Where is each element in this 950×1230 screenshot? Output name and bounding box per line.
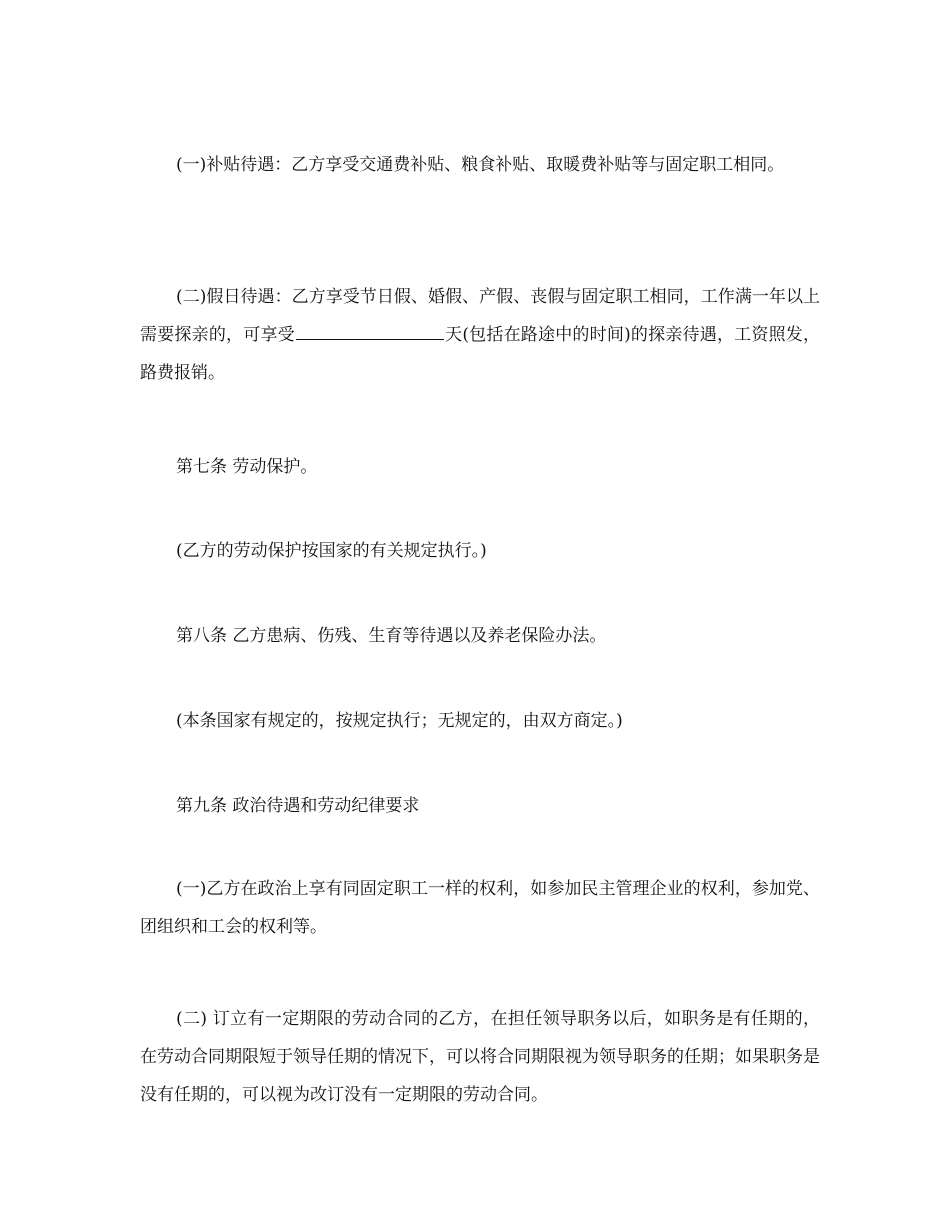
- holiday-text-after-blank: 天(包括在路途中的时间)的探亲待遇，工资照发，路费报销。: [140, 325, 821, 383]
- paragraph-political-rights: (一)乙方在政治上享有同固定职工一样的权利，如参加民主管理企业的权利，参加党、团组织和工会的权利等。: [140, 879, 820, 937]
- holiday-text-before-blank: (二)假日待遇：乙方享受节日假、婚假、产假、丧假与固定职工相同，工作满一年以上需要探亲的，可享受: [140, 287, 820, 345]
- paragraph-term-of-office: (二) 订立有一定期限的劳动合同的乙方，在担任领导职务以后，如职务是有任期的，在劳动合同期限短于领导任期的情况下，可以将合同期限视为领导职务的任期；如果职务是没有任期的，可以视为改订没有一定期限的劳动合同。: [140, 1009, 820, 1105]
- article-7-note: (乙方的劳动保护按国家的有关规定执行。): [176, 541, 487, 561]
- paragraph-holiday: [140, 278, 820, 392]
- article-9-heading: 第九条 政治待遇和劳动纪律要求: [176, 796, 420, 816]
- article-7-heading: 第七条 劳动保护。: [176, 457, 318, 477]
- visit-days-blank: [296, 321, 444, 340]
- article-8-heading: 第八条 乙方患病、伤残、生育等待遇以及养老保险办法。: [176, 626, 607, 646]
- article-8-note: (本条国家有规定的，按规定执行；无规定的，由双方商定。): [176, 711, 623, 731]
- paragraph-subsidy: (一)补贴待遇：乙方享受交通费补贴、粮食补贴、取暖费补贴等与固定职工相同。: [176, 155, 785, 175]
